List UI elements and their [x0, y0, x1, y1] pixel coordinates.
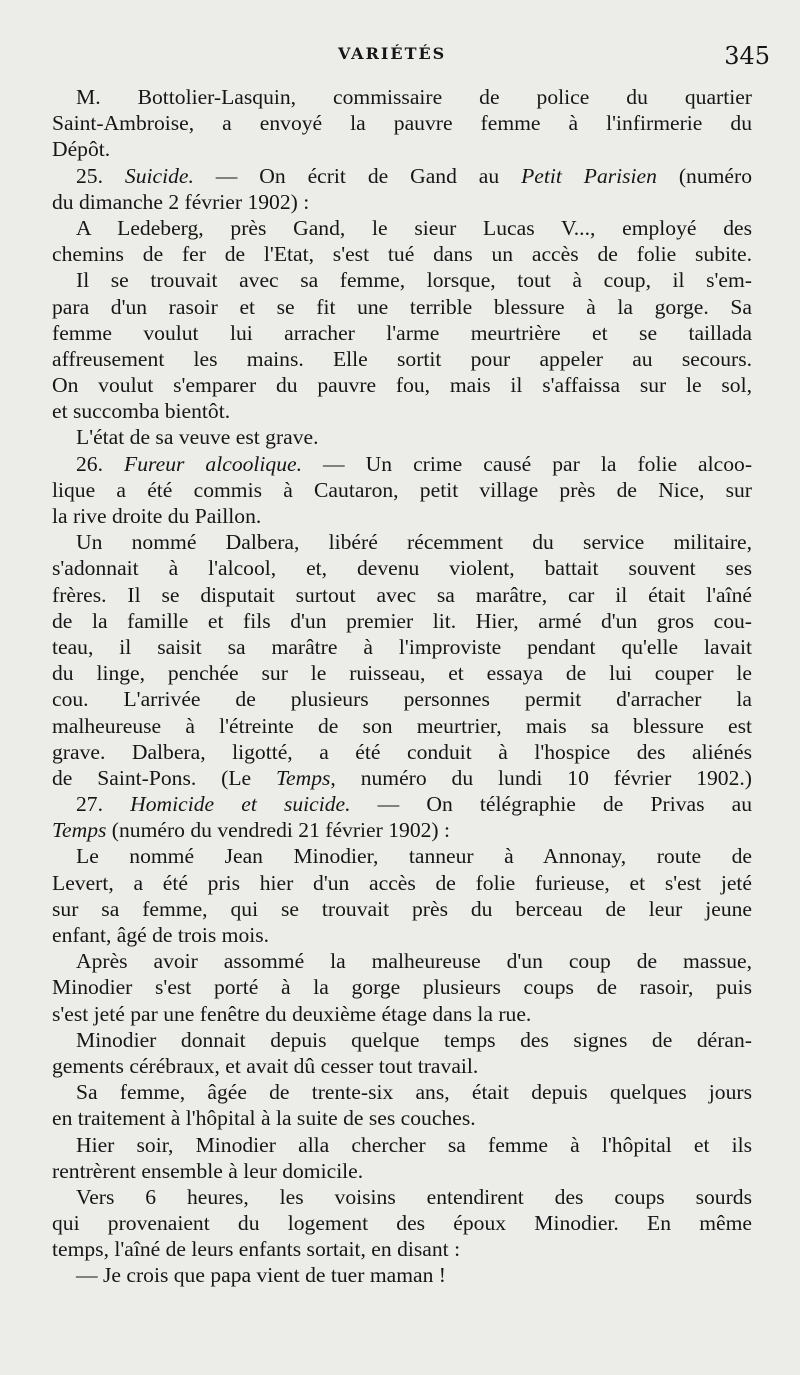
text-line: sur sa femme, qui se trouvait près du berceau de leur jeune	[52, 896, 752, 921]
text-line: Le nommé Jean Minodier, tanneur à Annonay, route de	[76, 844, 752, 869]
text-line: frères. Il se disputait surtout avec sa marâtre, car il était l'aîné	[52, 582, 752, 607]
text-line: Sa femme, âgée de trente-six ans, était depuis quelques jours	[76, 1080, 752, 1105]
text-line: 27. Homicide et suicide. — On télégraphie de Privas au	[76, 792, 752, 817]
text-line: Hier soir, Minodier alla chercher sa femme à l'hôpital et ils	[76, 1132, 752, 1157]
text-line: du linge, penchée sur le ruisseau, et essaya de lui couper le	[52, 661, 752, 686]
text-line: temps, l'aîné de leurs enfants sortait, en disant :	[52, 1237, 461, 1262]
text-line: A Ledeberg, près Gand, le sieur Lucas V..., employé des	[76, 215, 752, 240]
text-line: Un nommé Dalbera, libéré récemment du service militaire,	[76, 530, 752, 555]
text-line: L'état de sa veuve est grave.	[76, 425, 319, 450]
text-line: la rive droite du Paillon.	[52, 504, 262, 528]
body-text	[52, 84, 752, 1289]
text-line: s'est jeté par une fenêtre du deuxième étage dans la rue.	[52, 1001, 532, 1026]
running-header	[0, 38, 800, 78]
text-line: teau, il saisit sa marâtre à l'improviste pendant qu'elle lavait	[52, 634, 752, 659]
text-line: On voulut s'emparer du pauvre fou, mais il s'affaissa sur le sol,	[52, 373, 752, 398]
text-line: malheureuse à l'étreinte de son meurtrier, mais sa blessure est	[52, 713, 752, 738]
text-line: s'adonnait à l'alcool, et, devenu violent, battait souvent ses	[52, 556, 752, 581]
text-line: Minodier s'est porté à la gorge plusieurs coups de rasoir, puis	[52, 975, 752, 1000]
text-line: M. Bottolier-Lasquin, commissaire de police du quartier	[76, 85, 752, 109]
text-line: lique a été commis à Cautaron, petit village près de Nice, sur	[52, 477, 752, 502]
text-line: 26. Fureur alcoolique. — Un crime causé par la folie alcoo-	[76, 451, 753, 476]
text-line: Dépôt.	[52, 137, 111, 162]
text-line: en traitement à l'hôpital à la suite de ses couches.	[52, 1106, 476, 1131]
text-line: Après avoir assommé la malheureuse d'un coup de massue,	[76, 949, 752, 974]
text-line: femme voulut lui arracher l'arme meurtrière et se taillada	[52, 320, 752, 345]
text-line: Il se trouvait avec sa femme, lorsque, tout à coup, il s'em-	[76, 268, 752, 293]
running-title: VARIÉTÉS	[338, 44, 447, 63]
text-line: gements cérébraux, et avait dû cesser tout travail.	[52, 1053, 479, 1078]
text-line: enfant, âgé de trois mois.	[52, 923, 270, 947]
text-line: para d'un rasoir et se fit une terrible blessure à la gorge. Sa	[52, 294, 752, 319]
text-line: 25. Suicide. — On écrit de Gand au Petit Parisien (numéro	[76, 163, 752, 188]
text-line: rentrèrent ensemble à leur domicile.	[52, 1158, 364, 1183]
text-line: cou. L'arrivée de plusieurs personnes permit d'arracher la	[52, 687, 752, 712]
text-line: de la famille et fils d'un premier lit. Hier, armé d'un gros cou-	[52, 608, 752, 633]
text-line: — Je crois que papa vient de tuer maman !	[76, 1263, 446, 1288]
page-number: 345	[724, 42, 770, 70]
text-line: grave. Dalbera, ligotté, a été conduit à l'hospice des aliénés	[52, 739, 752, 764]
text-line: affreusement les mains. Elle sortit pour appeler au secours.	[52, 346, 752, 371]
text-line: Minodier donnait depuis quelque temps des signes de déran-	[76, 1027, 752, 1052]
text-line: qui provenaient du logement des époux Minodier. En même	[52, 1211, 752, 1236]
text-line: chemins de fer de l'Etat, s'est tué dans un accès de folie subite.	[52, 242, 752, 267]
text-line: Levert, a été pris hier d'un accès de folie furieuse, et s'est jeté	[52, 870, 752, 895]
text-line: et succomba bientôt.	[52, 399, 231, 424]
text-line: du dimanche 2 février 1902) :	[52, 189, 310, 214]
text-line: de Saint-Pons. (Le Temps, numéro du lundi 10 février 1902.)	[52, 765, 752, 790]
text-line: Vers 6 heures, les voisins entendirent des coups sourds	[76, 1184, 752, 1209]
text-line: Saint-Ambroise, a envoyé la pauvre femme à l'infirmerie du	[52, 111, 752, 136]
text-line: Temps (numéro du vendredi 21 février 1902) :	[52, 818, 450, 843]
